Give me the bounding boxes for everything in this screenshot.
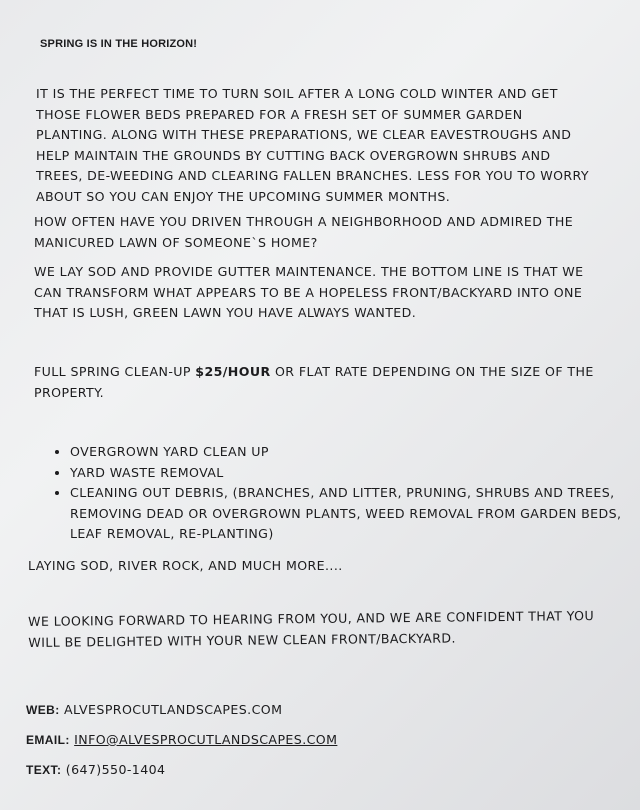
service-item: • CLEANING OUT DEBRIS, (BRANCHES, AND LITTER, PRUNING, SHRUBS AND TREES, REMOVING DEAD OR OVERGROWN PLANTS, WEED REMOVAL FROM GARDEN BEDS, LEAF REMOVAL, RE-PLANTING) (70, 483, 630, 545)
text-label: TEXT: (26, 763, 62, 777)
pricing-text-after: OR FLAT RATE DEPENDING ON THE SIZE OF THE PROPERTY. (34, 364, 594, 400)
email-link[interactable]: INFO@ALVESPROCUTLANDSCAPES.COM (74, 732, 338, 747)
contact-text (26, 760, 165, 780)
contact-web (26, 700, 282, 720)
intro-paragraph: IT IS THE PERFECT TIME TO TURN SOIL AFTER A LONG COLD WINTER AND GET THOSE FLOWER BEDS PREPARED FOR A FRESH SET OF SUMMER GARDEN PLANTING. ALONG WITH THESE PREPARATIONS, WE CLEAR EAVESTROUGHS AND HELP MAINTAIN THE GROUNDS BY CUTTING BACK OVERGROWN SHRUBS AND TREES, DE-WEEDING AND CLEARING FALLEN BRANCHES. LESS FOR YOU TO WORRY ABOUT SO YOU CAN ENJOY THE UPCOMING SUMMER MONTHS. (36, 86, 589, 204)
question-paragraph: HOW OFTEN HAVE YOU DRIVEN THROUGH A NEIGHBORHOOD AND ADMIRED THE MANICURED LAWN OF SOMEONE`S HOME? (34, 214, 574, 250)
web-address[interactable]: ALVESPROCUTLANDSCAPES.COM (64, 702, 283, 717)
closing-paragraph: WE LOOKING FORWARD TO HEARING FROM YOU, AND WE ARE CONFIDENT THAT YOU WILL BE DELIGHTED WITH YOUR NEW CLEAN FRONT/BACKYARD. (28, 608, 595, 650)
email-label: EMAIL: (26, 733, 70, 747)
service-item: • OVERGROWN YARD CLEAN UP (70, 442, 630, 463)
more-services-line: LAYING SOD, RIVER ROCK, AND MUCH MORE.... (28, 558, 343, 573)
phone-number[interactable]: (647)550-1404 (65, 762, 166, 777)
pricing-paragraph (34, 362, 594, 403)
flyer-title: SPRING IS IN THE HORIZON! (40, 38, 198, 50)
web-label: WEB: (26, 703, 60, 717)
sod-gutter-paragraph: WE LAY SOD AND PROVIDE GUTTER MAINTENANCE. THE BOTTOM LINE IS THAT WE CAN TRANSFORM WHAT APPEARS TO BE A HOPELESS FRONT/BACKYARD INTO ONE THAT IS LUSH, GREEN LAWN YOU HAVE ALWAYS WANTED. (34, 264, 584, 320)
hourly-price: $25/HOUR (195, 364, 271, 379)
service-item: • YARD WASTE REMOVAL (70, 463, 630, 484)
services-list (34, 442, 630, 545)
contact-email (26, 730, 337, 750)
pricing-text-before: FULL SPRING CLEAN-UP (34, 364, 196, 379)
